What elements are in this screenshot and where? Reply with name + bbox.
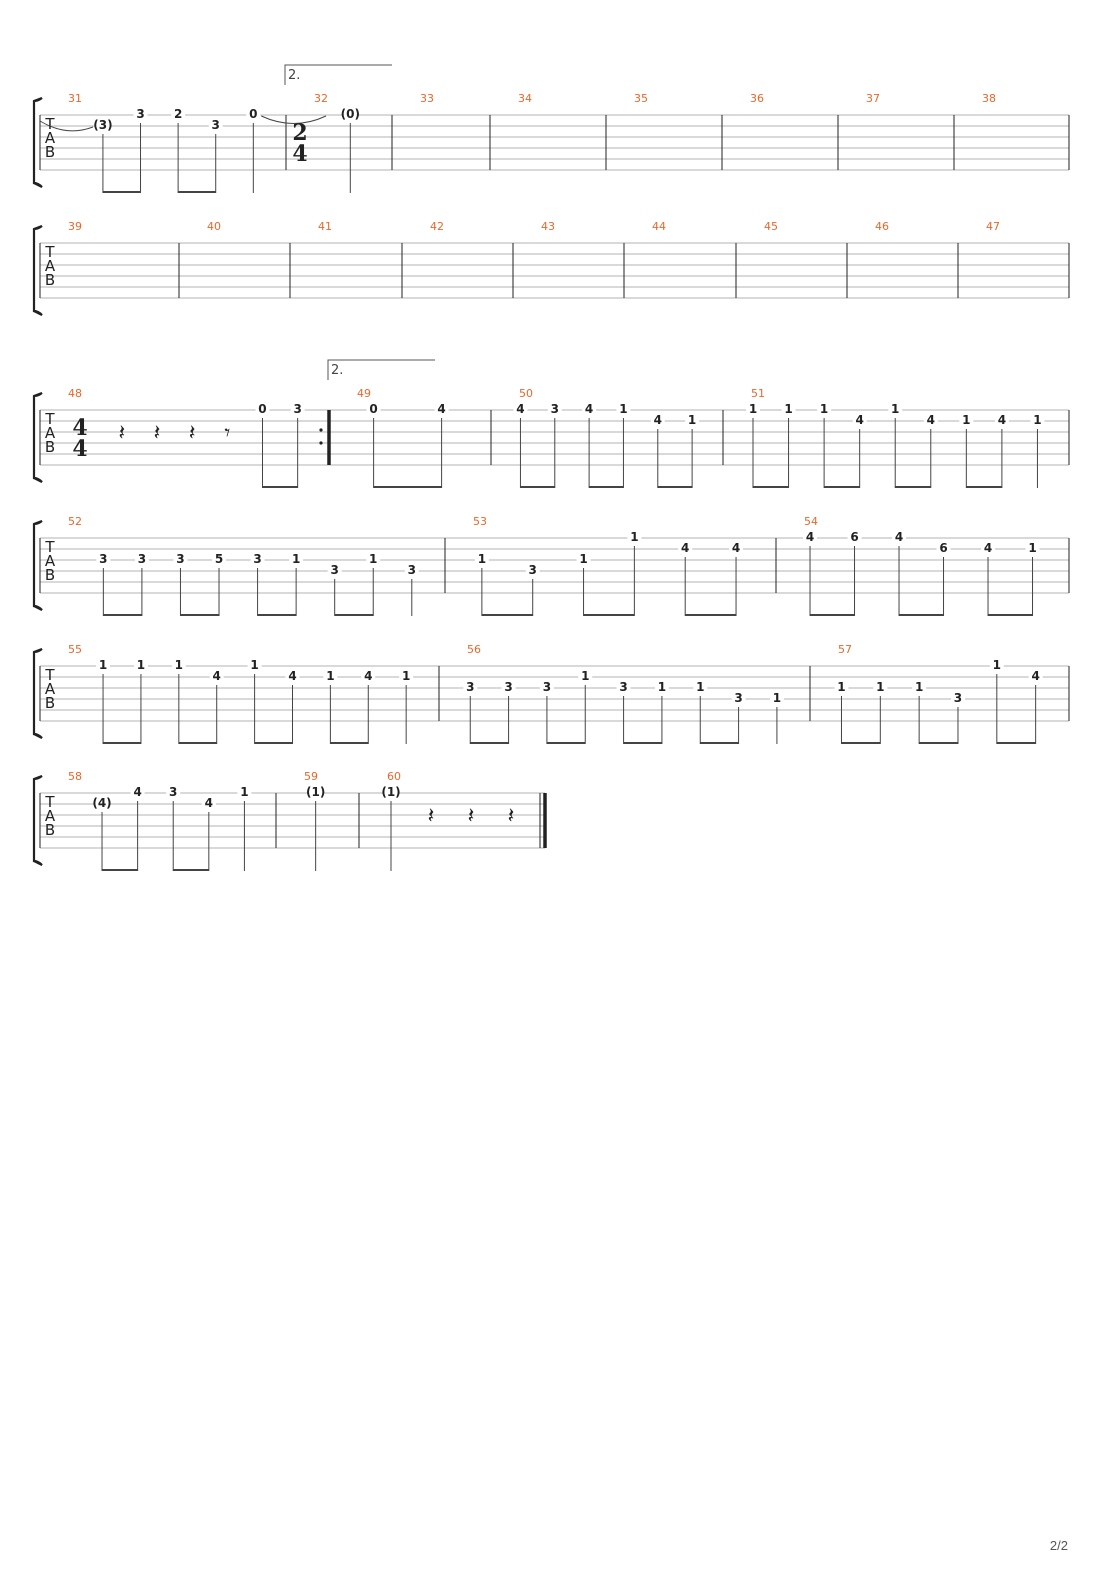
fret-number: 1 [326, 669, 335, 683]
measure-number: 58 [68, 770, 82, 783]
measure-number: 48 [68, 387, 82, 400]
fret-number: 3 [550, 402, 559, 416]
measure-number: 45 [764, 220, 778, 233]
fret-number: 1 [837, 680, 846, 694]
fret-number: (1) [381, 785, 401, 799]
fret-number: 3 [542, 680, 552, 694]
fret-number: 3 [504, 680, 513, 694]
fret-number: 3 [953, 691, 963, 705]
time-signature-denominator: 4 [72, 436, 88, 462]
measure-number: 32 [314, 92, 328, 105]
measure-number: 54 [804, 515, 818, 528]
measure-number: 34 [518, 92, 532, 105]
fret-number: 3 [99, 552, 108, 566]
page-number: 2/2 [1049, 1538, 1068, 1553]
measure-number: 36 [750, 92, 764, 105]
measure-number: 51 [751, 387, 765, 400]
tab-clef-letter: T [45, 666, 55, 684]
fret-number: 1 [1028, 541, 1037, 555]
tab-system [34, 226, 1069, 315]
tab-system [34, 649, 1069, 744]
fret-number: 4 [516, 402, 525, 416]
rest-eighth: 𝄾 [224, 421, 231, 446]
fret-number: 3 [169, 785, 178, 799]
system-bracket [34, 649, 42, 738]
volta-label: 2. [288, 68, 301, 83]
measure-number: 37 [866, 92, 880, 105]
rest-quarter: 𝄽 [188, 421, 196, 446]
rest-quarter: 𝄽 [427, 804, 435, 829]
fret-number: 4 [1031, 669, 1040, 683]
measure-number: 59 [304, 770, 318, 783]
tab-clef-letter: T [45, 243, 55, 261]
fret-number: 4 [212, 669, 221, 683]
rest-quarter: 𝄽 [153, 421, 161, 446]
fret-number: (4) [92, 796, 112, 810]
fret-number: 3 [137, 552, 147, 566]
system-bracket [34, 776, 42, 865]
measure-number: 35 [634, 92, 648, 105]
tab-clef-letter: T [45, 538, 55, 556]
fret-number: 1 [369, 552, 378, 566]
measure-number: 55 [68, 643, 82, 656]
fret-number: 0 [258, 402, 267, 416]
fret-number: 4 [997, 413, 1007, 427]
measure-number: 33 [420, 92, 434, 105]
fret-number: (1) [305, 785, 326, 799]
fret-number: 3 [619, 680, 628, 694]
fret-number: 5 [214, 552, 224, 566]
fret-number: 4 [926, 413, 935, 427]
rest-quarter: 𝄽 [467, 804, 475, 829]
fret-number: 1 [136, 658, 146, 672]
time-signature-denominator: 4 [292, 141, 308, 167]
rest-quarter: 𝄽 [507, 804, 515, 829]
fret-number: 1 [477, 552, 487, 566]
fret-number: 3 [466, 680, 475, 694]
measure-number: 40 [207, 220, 221, 233]
fret-number: 1 [630, 530, 639, 544]
fret-number: 4 [133, 785, 142, 799]
fret-number: 4 [983, 541, 993, 555]
fret-number: 0 [369, 402, 378, 416]
tab-clef-letter: B [44, 566, 56, 584]
measure-number: 52 [68, 515, 82, 528]
fret-number: 3 [293, 402, 302, 416]
fret-number: 3 [528, 563, 537, 577]
fret-number: 1 [992, 658, 1001, 672]
tab-clef-letter: B [44, 438, 56, 456]
measure-number: 60 [387, 770, 401, 783]
fret-number: 1 [291, 552, 301, 566]
time-signature-numerator: 4 [72, 415, 88, 441]
tab-clef-letter: T [45, 115, 55, 133]
rest-quarter: 𝄽 [118, 421, 126, 446]
measure-number: 44 [652, 220, 666, 233]
fret-number: 3 [253, 552, 262, 566]
measure-number: 53 [473, 515, 487, 528]
measure-number: 56 [467, 643, 481, 656]
fret-number: 1 [876, 680, 885, 694]
system-bracket [34, 521, 42, 610]
fret-number: 1 [772, 691, 782, 705]
fret-number: 1 [657, 680, 667, 694]
tab-system [34, 65, 1069, 193]
measure-number: 50 [519, 387, 533, 400]
fret-number: 1 [748, 402, 758, 416]
tab-system [34, 521, 1069, 616]
fret-number: 4 [653, 413, 662, 427]
fret-number: 1 [914, 680, 924, 694]
tab-clef-letter: A [44, 257, 56, 275]
fret-number: 1 [98, 658, 108, 672]
volta-bracket [328, 360, 435, 380]
fret-number: 4 [584, 402, 594, 416]
fret-number: 1 [579, 552, 588, 566]
measure-number: 47 [986, 220, 1000, 233]
measure-number: 31 [68, 92, 82, 105]
fret-number: 3 [407, 563, 416, 577]
fret-number: 3 [211, 118, 220, 132]
tab-clef-letter: B [44, 143, 56, 161]
fret-number: 6 [850, 530, 859, 544]
fret-number: 6 [939, 541, 948, 555]
fret-number: 4 [204, 796, 213, 810]
fret-number: 4 [681, 541, 690, 555]
fret-number: (3) [93, 118, 113, 132]
fret-number: 1 [962, 413, 971, 427]
fret-number: 4 [894, 530, 904, 544]
tab-clef-letter: B [44, 821, 56, 839]
fret-number: 0 [249, 107, 258, 121]
tab-clef-letter: T [45, 410, 55, 428]
tab-clef-letter: A [44, 680, 56, 698]
system-bracket [34, 226, 42, 315]
fret-number: 4 [855, 413, 864, 427]
measure-number: 38 [982, 92, 996, 105]
measure-number: 39 [68, 220, 82, 233]
tab-clef-letter: A [44, 552, 56, 570]
tab-clef-letter: B [44, 271, 56, 289]
volta-label: 2. [331, 363, 344, 378]
tab-clef-letter: A [44, 807, 56, 825]
fret-number: 1 [174, 658, 184, 672]
fret-number: 4 [288, 669, 297, 683]
repeat-dot [319, 428, 322, 431]
fret-number: 3 [176, 552, 185, 566]
tab-clef-letter: A [44, 129, 56, 147]
tab-clef-letter: T [45, 793, 55, 811]
fret-number: 4 [805, 530, 815, 544]
measure-number: 46 [875, 220, 889, 233]
tab-clef-letter: A [44, 424, 56, 442]
tab-clef-letter: B [44, 694, 56, 712]
fret-number: 3 [136, 107, 145, 121]
fret-number: 1 [891, 402, 900, 416]
fret-number: 1 [1033, 413, 1042, 427]
fret-number: 1 [687, 413, 697, 427]
repeat-dot [319, 441, 322, 444]
measure-number: 49 [357, 387, 371, 400]
fret-number: 1 [250, 658, 259, 672]
fret-number: 1 [401, 669, 411, 683]
fret-number: 3 [330, 563, 339, 577]
measure-number: 42 [430, 220, 444, 233]
measure-number: 43 [541, 220, 555, 233]
fret-number: (0) [340, 107, 360, 121]
fret-number: 3 [734, 691, 743, 705]
fret-number: 1 [819, 402, 829, 416]
measure-number: 41 [318, 220, 332, 233]
fret-number: 1 [696, 680, 705, 694]
fret-number: 1 [240, 785, 249, 799]
fret-number: 1 [619, 402, 628, 416]
volta-bracket [285, 65, 392, 85]
fret-number: 4 [437, 402, 446, 416]
measure-number: 57 [838, 643, 852, 656]
fret-number: 1 [581, 669, 590, 683]
fret-number: 2 [173, 107, 183, 121]
time-signature-numerator: 2 [292, 120, 308, 146]
system-bracket [34, 393, 42, 482]
fret-number: 4 [731, 541, 741, 555]
fret-number: 1 [784, 402, 793, 416]
system-bracket [34, 98, 42, 187]
fret-number: 4 [364, 669, 373, 683]
